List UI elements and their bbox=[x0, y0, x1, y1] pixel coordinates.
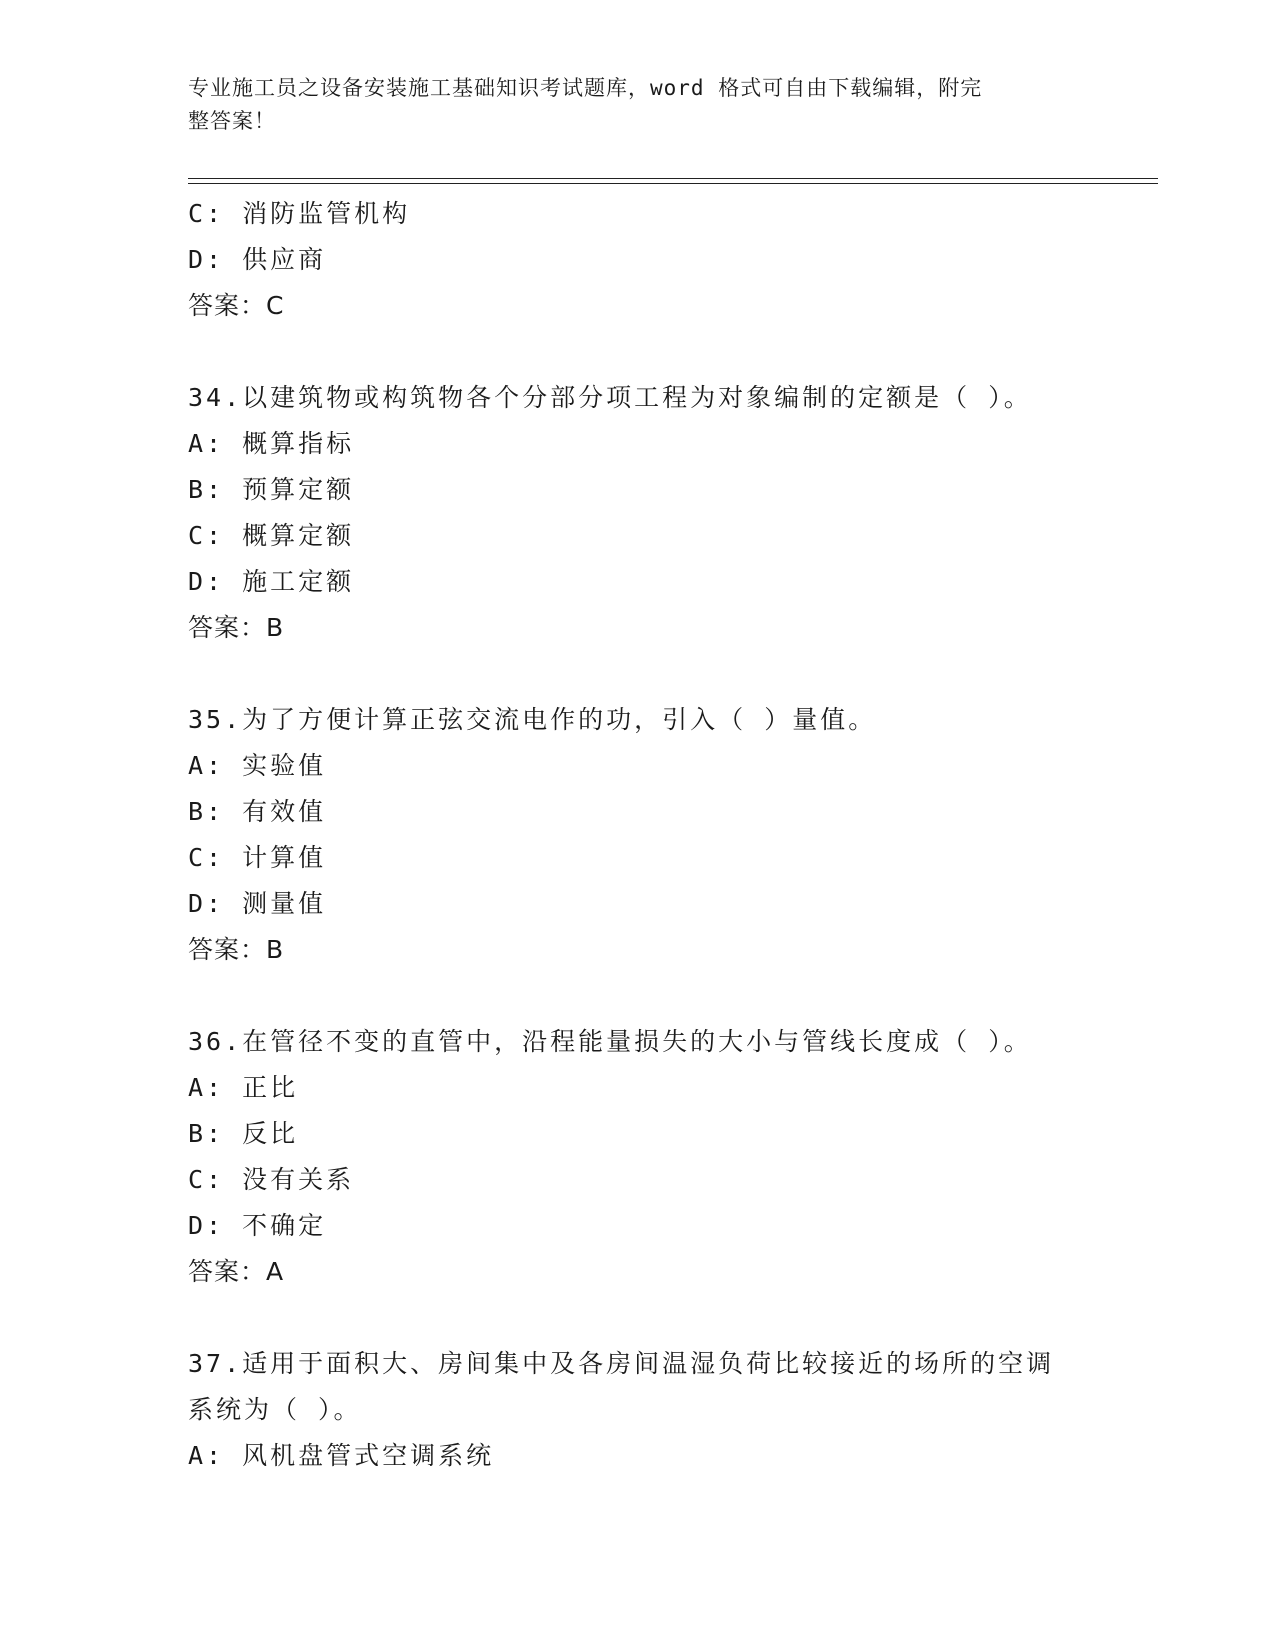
answer-line: 答案：A bbox=[188, 1257, 285, 1286]
spacer bbox=[188, 973, 1148, 1019]
option-b: B: 有效值 bbox=[188, 797, 327, 826]
option-b: B: 预算定额 bbox=[188, 475, 355, 504]
question-stem-line-1: 37.适用于面积大、房间集中及各房间温湿负荷比较接近的场所的空调 bbox=[188, 1349, 1055, 1378]
option-a: A: 概算指标 bbox=[188, 429, 355, 458]
option-c: C: 消防监管机构 bbox=[188, 199, 411, 228]
option-d: D: 供应商 bbox=[188, 245, 327, 274]
option-d: D: 施工定额 bbox=[188, 567, 355, 596]
spacer bbox=[188, 329, 1148, 375]
answer-line: 答案：C bbox=[188, 291, 285, 320]
question-block bbox=[188, 1341, 1148, 1479]
question-block bbox=[188, 697, 1148, 973]
answer-line: 答案：B bbox=[188, 613, 285, 642]
question-block bbox=[188, 375, 1148, 651]
option-a: A: 风机盘管式空调系统 bbox=[188, 1441, 495, 1470]
question-stem: 36.在管径不变的直管中，沿程能量损失的大小与管线长度成（ ）。 bbox=[188, 1027, 1032, 1056]
option-c: C: 概算定额 bbox=[188, 521, 355, 550]
header-line-1: 专业施工员之设备安装施工基础知识考试题库，word 格式可自由下载编辑，附完 bbox=[188, 76, 983, 100]
header-divider-bottom bbox=[188, 183, 1158, 184]
option-c: C: 没有关系 bbox=[188, 1165, 355, 1194]
option-a: A: 实验值 bbox=[188, 751, 327, 780]
spacer bbox=[188, 651, 1148, 697]
question-stem: 34.以建筑物或构筑物各个分部分项工程为对象编制的定额是（ ）。 bbox=[188, 383, 1032, 412]
option-d: D: 不确定 bbox=[188, 1211, 327, 1240]
question-content bbox=[188, 191, 1148, 1479]
spacer bbox=[188, 1295, 1148, 1341]
question-block bbox=[188, 191, 1148, 329]
option-c: C: 计算值 bbox=[188, 843, 327, 872]
option-d: D: 测量值 bbox=[188, 889, 327, 918]
question-stem-line-2: 系统为（ ）。 bbox=[188, 1395, 362, 1424]
question-stem: 35.为了方便计算正弦交流电作的功，引入（ ）量值。 bbox=[188, 705, 877, 734]
option-a: A: 正比 bbox=[188, 1073, 299, 1102]
header-divider-top bbox=[188, 178, 1158, 179]
header-line-2: 整答案！ bbox=[188, 109, 276, 133]
answer-line: 答案：B bbox=[188, 935, 285, 964]
option-b: B: 反比 bbox=[188, 1119, 299, 1148]
document-header bbox=[188, 72, 1068, 138]
question-block bbox=[188, 1019, 1148, 1295]
